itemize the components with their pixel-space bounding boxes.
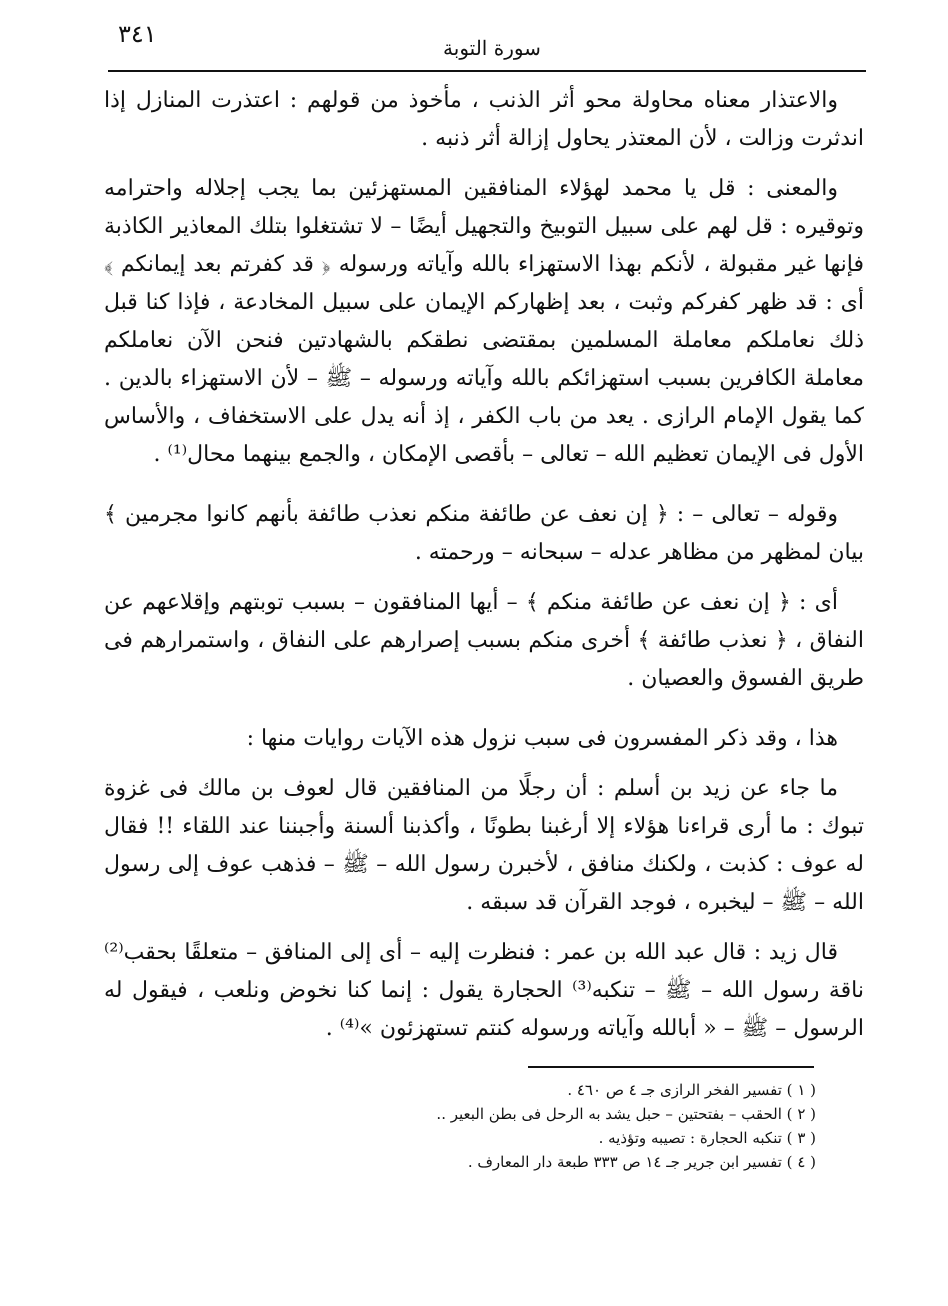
header-divider <box>108 70 866 72</box>
footnote-divider <box>528 1066 814 1068</box>
paragraph-revelation-causes: هذا ، وقد ذكر المفسرون فى سبب نزول هذه الآيات روايات منها : <box>246 726 838 751</box>
paragraph-verse-meaning: والمعنى : قل يا محمد لهؤلاء المنافقين المستهزئين بما يجب إجلاله واحترامه وتوقيره : قل لهم على سبيل التوبيخ والتجهيل أيضًا – لا تشتغلوا بتلك المعاذير الكاذبة فإنها غير مقبولة ، لأنكم بهذا الاستهزاء بالله وآياته ورسوله ﴿ قد كفرتم بعد إيمانكم ﴾ أى : قد ظهر كفركم وثبت ، بعد إظهاركم الإيمان على سبيل المخادعة ، فإذا كنا قبل ذلك نعاملكم معاملة المسلمين بمقتضى نطقكم بالشهادتين فنحن الآن نعاملكم معاملة الكافرين بسبب استهزائكم بالله وآياته ورسوله – ﷺ – لأن الاستهزاء بالدين . كما يقول الإمام الرازى . يعد من باب الكفر ، إذ أنه يدل على الاستخفاف ، والأساس الأول فى الإيمان تعظيم الله – تعالى – بأقصى الإمكان ، والجمع بينهما محال⁽¹⁾ . <box>104 176 864 467</box>
body-text <box>104 82 864 1060</box>
surah-title: سورة التوبة <box>443 36 541 60</box>
footnote-2: ( ٢ ) الحقب – بفتحتين – حبل يشد به الرحل فى بطن البعير .. <box>436 1105 816 1123</box>
footnote-3: ( ٣ ) تنكبه الحجارة : تصيبه وتؤذيه . <box>598 1129 816 1147</box>
footnotes <box>200 1078 816 1174</box>
page-number: ٣٤١ <box>118 20 157 48</box>
page-header <box>118 14 866 74</box>
paragraph-forgiveness-verse: وقوله – تعالى – : ﴿ إن نعف عن طائفة منكم نعذب طائفة بأنهم كانوا مجرمين ﴾ بيان لمظهر من مظاهر عدله – سبحانه – ورحمته . <box>104 502 864 565</box>
footnote-1: ( ١ ) تفسير الفخر الرازى جـ ٤ ص ٤٦٠ . <box>567 1081 816 1099</box>
paragraph-verse-explanation: أى : ﴿ إن نعف عن طائفة منكم ﴾ – أيها المنافقون – بسبب توبتهم وإقلاعهم عن النفاق ، ﴿ نعذب طائفة ﴾ أخرى منكم بسبب إصرارهم على النفاق ، واستمرارهم فى طريق الفسوق والعصيان . <box>104 590 864 691</box>
paragraph-apology-meaning: والاعتذار معناه محاولة محو أثر الذنب ، مأخوذ من قولهم : اعتذرت المنازل إذا اندثرت وزالت ، لأن المعتذر يحاول إزالة أثر ذنبه . <box>104 88 864 151</box>
paragraph-abdullah-narration: قال زيد : قال عبد الله بن عمر : فنظرت إليه – أى إلى المنافق – متعلقًا بحقب⁽²⁾ ناقة رسول الله – ﷺ – تنكبه⁽³⁾ الحجارة يقول : إنما كنا نخوض ونلعب ، فيقول له الرسول – ﷺ – « أبالله وآياته ورسوله كنتم تستهزئون »⁽⁴⁾ . <box>104 940 864 1041</box>
footnote-4: ( ٤ ) تفسير ابن جرير جـ ١٤ ص ٣٣٣ طبعة دار المعارف . <box>467 1153 816 1171</box>
paragraph-zaid-narration: ما جاء عن زيد بن أسلم : أن رجلًا من المنافقين قال لعوف بن مالك فى غزوة تبوك : ما أرى قراءنا هؤلاء إلا أرغبنا بطونًا ، وأكذبنا ألسنة وأجبننا عند اللقاء !! فقال له عوف : كذبت ، ولكنك منافق ، لأخبرن رسول الله – ﷺ – فذهب عوف إلى رسول الله – ﷺ – ليخبره ، فوجد القرآن قد سبقه . <box>104 776 864 915</box>
